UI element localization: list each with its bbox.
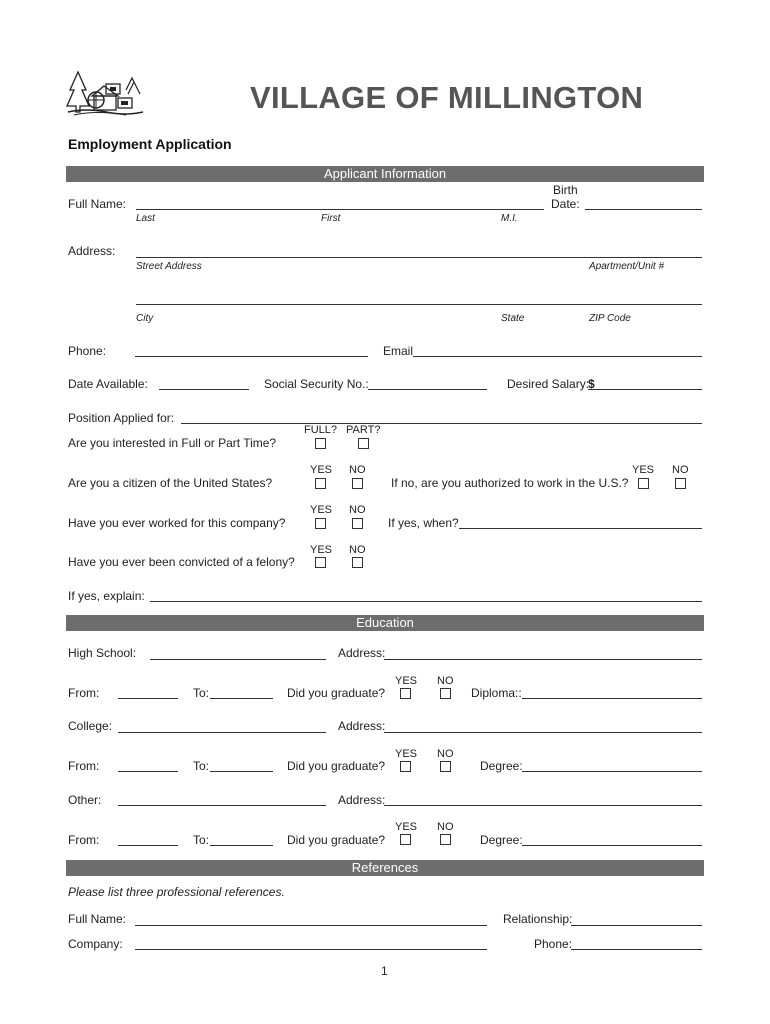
worked-question: Have you ever worked for this company? bbox=[68, 516, 286, 530]
college-to-label: To: bbox=[193, 759, 210, 773]
email-field[interactable] bbox=[413, 356, 702, 357]
college-address-field[interactable] bbox=[384, 732, 702, 733]
hs-address-field[interactable] bbox=[384, 659, 702, 660]
street-hint: Street Address bbox=[136, 261, 202, 272]
authorized-no-label: NO bbox=[672, 464, 689, 476]
other-graduate-no-checkbox[interactable] bbox=[440, 834, 451, 845]
page-title: VILLAGE OF MILLINGTON bbox=[250, 80, 644, 115]
authorized-question: If no, are you authorized to work in the U.S.? bbox=[391, 476, 629, 490]
page-number: 1 bbox=[381, 964, 388, 978]
ref-relationship-field[interactable] bbox=[571, 925, 702, 926]
position-field[interactable] bbox=[181, 423, 702, 424]
part-time-checkbox[interactable] bbox=[358, 438, 369, 449]
city-hint: City bbox=[136, 313, 154, 324]
felony-no-label: NO bbox=[349, 544, 366, 556]
if-yes-explain-label: If yes, explain: bbox=[68, 589, 145, 603]
diploma-label: Diploma:: bbox=[471, 686, 522, 700]
college-graduate-question: Did you graduate? bbox=[287, 759, 386, 773]
other-address-field[interactable] bbox=[384, 805, 702, 806]
ref-phone-field[interactable] bbox=[571, 949, 702, 950]
hs-to-label: To: bbox=[193, 686, 210, 700]
ssn-field[interactable] bbox=[368, 389, 487, 390]
full-name-label: Full Name: bbox=[68, 197, 127, 211]
first-hint: First bbox=[321, 213, 341, 224]
hs-no-label: NO bbox=[437, 675, 454, 687]
other-from-label: From: bbox=[68, 833, 100, 847]
full-part-question: Are you interested in Full or Part Time? bbox=[68, 436, 277, 450]
authorized-no-checkbox[interactable] bbox=[675, 478, 686, 489]
full-time-checkbox[interactable] bbox=[315, 438, 326, 449]
date-available-label: Date Available: bbox=[68, 377, 148, 391]
hs-from-field[interactable] bbox=[118, 698, 178, 699]
other-to-field[interactable] bbox=[210, 845, 273, 846]
form-subtitle: Employment Application bbox=[68, 136, 232, 152]
college-degree-field[interactable] bbox=[522, 771, 702, 772]
worked-when-field[interactable] bbox=[459, 528, 702, 529]
full-label: FULL? bbox=[304, 424, 338, 436]
college-from-label: From: bbox=[68, 759, 100, 773]
state-hint: State bbox=[501, 313, 525, 324]
high-school-field[interactable] bbox=[150, 659, 326, 660]
other-graduate-yes-checkbox[interactable] bbox=[400, 834, 411, 845]
hs-yes-label: YES bbox=[395, 675, 418, 687]
college-no-label: NO bbox=[437, 748, 454, 760]
worked-no-label: NO bbox=[349, 504, 366, 516]
other-degree-label: Degree: bbox=[480, 833, 523, 847]
hs-graduate-yes-checkbox[interactable] bbox=[400, 688, 411, 699]
ssn-label: Social Security No.: bbox=[264, 377, 369, 391]
felony-yes-checkbox[interactable] bbox=[315, 557, 326, 568]
college-graduate-no-checkbox[interactable] bbox=[440, 761, 451, 772]
section-header-education: Education bbox=[66, 615, 704, 631]
worked-no-checkbox[interactable] bbox=[352, 518, 363, 529]
ref-company-label: Company: bbox=[68, 937, 123, 951]
full-name-field[interactable] bbox=[136, 209, 544, 210]
last-hint: Last bbox=[136, 213, 155, 224]
college-graduate-yes-checkbox[interactable] bbox=[400, 761, 411, 772]
worked-yes-checkbox[interactable] bbox=[315, 518, 326, 529]
college-to-field[interactable] bbox=[210, 771, 273, 772]
citizen-no-checkbox[interactable] bbox=[352, 478, 363, 489]
college-degree-label: Degree: bbox=[480, 759, 523, 773]
ref-phone-label: Phone: bbox=[534, 937, 573, 951]
street-address-field[interactable] bbox=[136, 257, 702, 258]
ref-company-field[interactable] bbox=[135, 949, 487, 950]
email-label: Email bbox=[383, 344, 414, 358]
authorized-yes-label: YES bbox=[632, 464, 655, 476]
village-logo bbox=[66, 70, 144, 116]
section-header-references: References bbox=[66, 860, 704, 876]
hs-to-field[interactable] bbox=[210, 698, 273, 699]
salary-prefix: $ bbox=[588, 377, 595, 391]
mi-hint: M.I. bbox=[501, 213, 518, 224]
other-from-field[interactable] bbox=[118, 845, 178, 846]
hs-graduate-no-checkbox[interactable] bbox=[440, 688, 451, 699]
position-label: Position Applied for: bbox=[68, 411, 175, 425]
apt-hint: Apartment/Unit # bbox=[589, 261, 665, 272]
authorized-yes-checkbox[interactable] bbox=[638, 478, 649, 489]
felony-question: Have you ever been convicted of a felony? bbox=[68, 555, 295, 569]
college-label: College: bbox=[68, 719, 113, 733]
other-yes-label: YES bbox=[395, 821, 418, 833]
part-label: PART? bbox=[346, 424, 381, 436]
citizen-no-label: NO bbox=[349, 464, 366, 476]
hs-graduate-question: Did you graduate? bbox=[287, 686, 386, 700]
salary-field[interactable] bbox=[588, 389, 702, 390]
date-available-field[interactable] bbox=[159, 389, 249, 390]
section-header-applicant: Applicant Information bbox=[66, 166, 704, 182]
other-to-label: To: bbox=[193, 833, 210, 847]
other-degree-field[interactable] bbox=[522, 845, 702, 846]
ref-full-name-label: Full Name: bbox=[68, 912, 127, 926]
salary-label: Desired Salary: bbox=[507, 377, 590, 391]
hs-address-label: Address: bbox=[338, 646, 386, 660]
if-yes-when-label: If yes, when? bbox=[388, 516, 459, 530]
college-address-label: Address: bbox=[338, 719, 386, 733]
city-state-zip-field[interactable] bbox=[136, 304, 702, 305]
high-school-label: High School: bbox=[68, 646, 137, 660]
diploma-field[interactable] bbox=[522, 698, 702, 699]
citizen-yes-checkbox[interactable] bbox=[315, 478, 326, 489]
citizen-question: Are you a citizen of the United States? bbox=[68, 476, 273, 490]
other-address-label: Address: bbox=[338, 793, 386, 807]
birth-label: Birth bbox=[553, 183, 578, 197]
college-from-field[interactable] bbox=[118, 771, 178, 772]
phone-label: Phone: bbox=[68, 344, 107, 358]
worked-yes-label: YES bbox=[310, 504, 333, 516]
felony-explain-field[interactable] bbox=[150, 601, 702, 602]
other-school-field[interactable] bbox=[118, 805, 326, 806]
ref-relationship-label: Relationship: bbox=[503, 912, 573, 926]
felony-no-checkbox[interactable] bbox=[352, 557, 363, 568]
ref-full-name-field[interactable] bbox=[135, 925, 487, 926]
address-label: Address: bbox=[68, 244, 116, 258]
birth-date-field[interactable] bbox=[585, 209, 702, 210]
birth-date-label: Date: bbox=[551, 197, 580, 211]
other-label: Other: bbox=[68, 793, 102, 807]
phone-field[interactable] bbox=[135, 356, 368, 357]
other-graduate-question: Did you graduate? bbox=[287, 833, 386, 847]
college-yes-label: YES bbox=[395, 748, 418, 760]
other-no-label: NO bbox=[437, 821, 454, 833]
felony-yes-label: YES bbox=[310, 544, 333, 556]
zip-hint: ZIP Code bbox=[589, 313, 631, 324]
references-instruction: Please list three professional references. bbox=[68, 885, 285, 899]
college-field[interactable] bbox=[118, 732, 326, 733]
hs-from-label: From: bbox=[68, 686, 100, 700]
citizen-yes-label: YES bbox=[310, 464, 333, 476]
